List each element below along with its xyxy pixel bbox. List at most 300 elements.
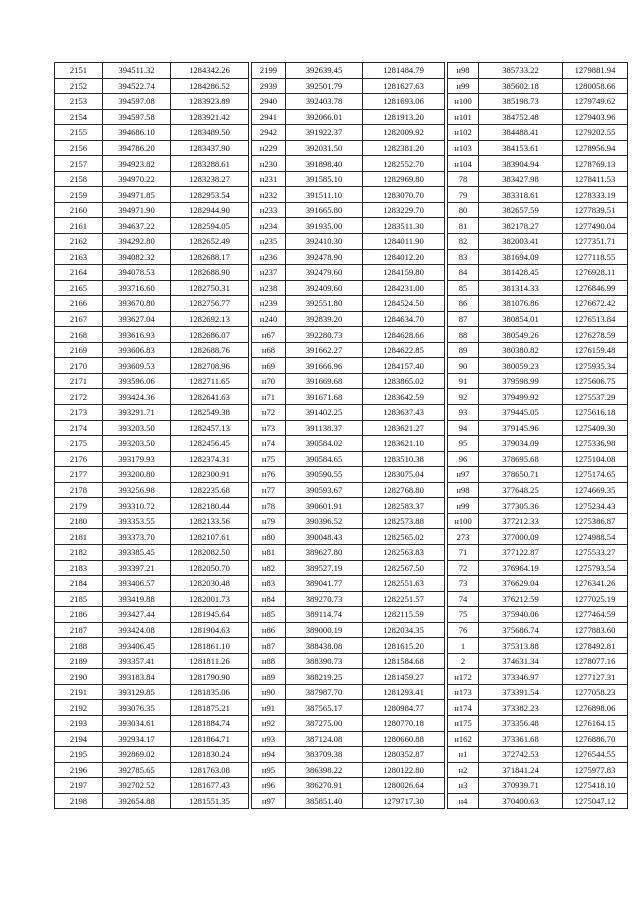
table-row	[55, 638, 249, 654]
point-id-cell: 86	[448, 296, 479, 312]
point-id-cell: н232	[252, 187, 286, 203]
y-coordinate-cell: 1284622.85	[363, 342, 445, 358]
table-row	[55, 311, 249, 327]
point-id-cell: н91	[252, 700, 286, 716]
point-id-cell: н2	[448, 762, 479, 778]
x-coordinate-cell: 394522.74	[103, 78, 171, 94]
x-coordinate-cell: 390601.91	[286, 498, 363, 514]
y-coordinate-cell: 1278492.81	[563, 638, 628, 654]
x-coordinate-cell: 393385.45	[103, 544, 171, 560]
x-coordinate-cell: 388390.73	[286, 653, 363, 669]
point-id-cell: 2151	[55, 63, 103, 79]
point-id-cell: 2194	[55, 731, 103, 747]
y-coordinate-cell: 1284157.40	[363, 358, 445, 374]
x-coordinate-cell: 390396.52	[286, 513, 363, 529]
table-row	[448, 451, 628, 467]
table-row	[252, 684, 445, 700]
y-coordinate-cell: 1279403.96	[563, 109, 628, 125]
point-id-cell: н68	[252, 342, 286, 358]
table-row	[252, 747, 445, 763]
table-row	[55, 389, 249, 405]
point-id-cell: 2155	[55, 125, 103, 141]
y-coordinate-cell: 1281627.63	[363, 78, 445, 94]
x-coordinate-cell: 392478.90	[286, 249, 363, 265]
point-id-cell: н67	[252, 327, 286, 343]
point-id-cell: 2939	[252, 78, 286, 94]
table-row	[55, 420, 249, 436]
table-row	[448, 171, 628, 187]
y-coordinate-cell: 1282133.56	[171, 513, 249, 529]
x-coordinate-cell: 376629.04	[479, 576, 563, 592]
y-coordinate-cell: 1276164.15	[563, 715, 628, 731]
x-coordinate-cell: 391662.27	[286, 342, 363, 358]
table-row	[448, 591, 628, 607]
x-coordinate-cell: 374631.34	[479, 653, 563, 669]
y-coordinate-cell: 1282180.44	[171, 498, 249, 514]
y-coordinate-cell: 1282686.07	[171, 327, 249, 343]
y-coordinate-cell: 1284524.50	[363, 296, 445, 312]
point-id-cell: 2175	[55, 436, 103, 452]
point-id-cell: 2190	[55, 669, 103, 685]
point-id-cell: н72	[252, 405, 286, 421]
table-row	[448, 265, 628, 281]
table-row	[55, 78, 249, 94]
x-coordinate-cell: 394082.32	[103, 249, 171, 265]
table-row	[448, 513, 628, 529]
table-row	[448, 202, 628, 218]
y-coordinate-cell: 1282300.91	[171, 467, 249, 483]
x-coordinate-cell: 382003.41	[479, 234, 563, 250]
y-coordinate-cell: 1283510.38	[363, 451, 445, 467]
point-id-cell: 2158	[55, 171, 103, 187]
point-id-cell: н229	[252, 140, 286, 156]
y-coordinate-cell: 1276928.11	[563, 265, 628, 281]
y-coordinate-cell: 1283921.42	[171, 109, 249, 125]
y-coordinate-cell: 1275793.54	[563, 560, 628, 576]
table-row	[448, 296, 628, 312]
x-coordinate-cell: 389270.73	[286, 591, 363, 607]
point-id-cell: 71	[448, 544, 479, 560]
point-id-cell: н230	[252, 156, 286, 172]
y-coordinate-cell: 1282768.80	[363, 482, 445, 498]
table-row	[55, 342, 249, 358]
x-coordinate-cell: 388219.25	[286, 669, 363, 685]
coordinate-table-left	[54, 62, 249, 809]
table-row	[55, 249, 249, 265]
table-row	[252, 358, 445, 374]
y-coordinate-cell: 1283865.02	[363, 373, 445, 389]
y-coordinate-cell: 1281484.79	[363, 63, 445, 79]
x-coordinate-cell: 391935.00	[286, 218, 363, 234]
x-coordinate-cell: 391666.96	[286, 358, 363, 374]
x-coordinate-cell: 382657.59	[479, 202, 563, 218]
table-row	[252, 63, 445, 79]
y-coordinate-cell: 1275606.75	[563, 373, 628, 389]
y-coordinate-cell: 1283621.27	[363, 420, 445, 436]
point-id-cell: 1	[448, 638, 479, 654]
point-id-cell: 2941	[252, 109, 286, 125]
point-id-cell: н70	[252, 373, 286, 389]
point-id-cell: 2163	[55, 249, 103, 265]
point-id-cell: 2173	[55, 405, 103, 421]
point-id-cell: 2180	[55, 513, 103, 529]
y-coordinate-cell: 1284012.20	[363, 249, 445, 265]
y-coordinate-cell: 1281693.06	[363, 94, 445, 110]
x-coordinate-cell: 391665.80	[286, 202, 363, 218]
x-coordinate-cell: 393129.85	[103, 684, 171, 700]
point-id-cell: н4	[448, 793, 479, 809]
coordinate-table-middle	[251, 62, 445, 809]
x-coordinate-cell: 392410.30	[286, 234, 363, 250]
x-coordinate-cell: 378650.71	[479, 467, 563, 483]
x-coordinate-cell: 393419.88	[103, 591, 171, 607]
y-coordinate-cell: 1276278.59	[563, 327, 628, 343]
y-coordinate-cell: 1277490.04	[563, 218, 628, 234]
x-coordinate-cell: 393427.44	[103, 607, 171, 623]
table-row	[55, 715, 249, 731]
point-id-cell: н97	[448, 467, 479, 483]
x-coordinate-cell: 393406.45	[103, 638, 171, 654]
y-coordinate-cell: 1283070.70	[363, 187, 445, 203]
table-row	[55, 498, 249, 514]
table-row	[252, 140, 445, 156]
point-id-cell: 92	[448, 389, 479, 405]
x-coordinate-cell: 372742.53	[479, 747, 563, 763]
point-id-cell: 2197	[55, 778, 103, 794]
x-coordinate-cell: 382178.27	[479, 218, 563, 234]
x-coordinate-cell: 388438.08	[286, 638, 363, 654]
x-coordinate-cell: 384153.61	[479, 140, 563, 156]
point-id-cell: н175	[448, 715, 479, 731]
table-row	[252, 731, 445, 747]
x-coordinate-cell: 391402.25	[286, 405, 363, 421]
table-row	[252, 373, 445, 389]
y-coordinate-cell: 1282082.50	[171, 544, 249, 560]
y-coordinate-cell: 1278769.13	[563, 156, 628, 172]
table-row	[55, 653, 249, 669]
y-coordinate-cell: 1282030.48	[171, 576, 249, 592]
table-row	[448, 125, 628, 141]
coordinate-table-body	[448, 63, 628, 809]
x-coordinate-cell: 389527.19	[286, 560, 363, 576]
table-row	[448, 622, 628, 638]
point-id-cell: н236	[252, 249, 286, 265]
y-coordinate-cell: 1282688.17	[171, 249, 249, 265]
y-coordinate-cell: 1277351.71	[563, 234, 628, 250]
y-coordinate-cell: 1275935.34	[563, 358, 628, 374]
point-id-cell: 2189	[55, 653, 103, 669]
point-id-cell: 76	[448, 622, 479, 638]
x-coordinate-cell: 377305.36	[479, 498, 563, 514]
table-row	[252, 529, 445, 545]
x-coordinate-cell: 385198.73	[479, 94, 563, 110]
point-id-cell: 75	[448, 607, 479, 623]
table-row	[252, 234, 445, 250]
x-coordinate-cell: 393034.61	[103, 715, 171, 731]
y-coordinate-cell: 1281551.35	[171, 793, 249, 809]
x-coordinate-cell: 379499.92	[479, 389, 563, 405]
y-coordinate-cell: 1281615.20	[363, 638, 445, 654]
y-coordinate-cell: 1283637.43	[363, 405, 445, 421]
x-coordinate-cell: 394971.85	[103, 187, 171, 203]
table-row	[252, 451, 445, 467]
x-coordinate-cell: 393203.50	[103, 436, 171, 452]
y-coordinate-cell: 1275977.83	[563, 762, 628, 778]
y-coordinate-cell: 1282692.13	[171, 311, 249, 327]
table-row	[252, 793, 445, 809]
table-row	[448, 373, 628, 389]
point-id-cell: н84	[252, 591, 286, 607]
point-id-cell: 2195	[55, 747, 103, 763]
table-row	[448, 793, 628, 809]
table-row	[55, 187, 249, 203]
point-id-cell: 2942	[252, 125, 286, 141]
y-coordinate-cell: 1275104.08	[563, 451, 628, 467]
point-id-cell: 2171	[55, 373, 103, 389]
y-coordinate-cell: 1282969.80	[363, 171, 445, 187]
x-coordinate-cell: 387565.17	[286, 700, 363, 716]
x-coordinate-cell: 393406.57	[103, 576, 171, 592]
x-coordinate-cell: 371841.24	[479, 762, 563, 778]
point-id-cell: н239	[252, 296, 286, 312]
x-coordinate-cell: 380059.23	[479, 358, 563, 374]
y-coordinate-cell: 1283621.10	[363, 436, 445, 452]
y-coordinate-cell: 1275047.12	[563, 793, 628, 809]
table-row	[252, 78, 445, 94]
point-id-cell: 2178	[55, 482, 103, 498]
x-coordinate-cell: 392654.88	[103, 793, 171, 809]
x-coordinate-cell: 393716.60	[103, 280, 171, 296]
point-id-cell: н233	[252, 202, 286, 218]
x-coordinate-cell: 389627.80	[286, 544, 363, 560]
point-id-cell: 2156	[55, 140, 103, 156]
x-coordinate-cell: 380549.26	[479, 327, 563, 343]
point-id-cell: 91	[448, 373, 479, 389]
point-id-cell: 2193	[55, 715, 103, 731]
table-row	[252, 187, 445, 203]
x-coordinate-cell: 389114.74	[286, 607, 363, 623]
point-id-cell: н78	[252, 498, 286, 514]
x-coordinate-cell: 383427.98	[479, 171, 563, 187]
point-id-cell: н104	[448, 156, 479, 172]
x-coordinate-cell: 377000.09	[479, 529, 563, 545]
table-row	[448, 280, 628, 296]
point-id-cell: 2183	[55, 560, 103, 576]
y-coordinate-cell: 1283642.59	[363, 389, 445, 405]
x-coordinate-cell: 393256.98	[103, 482, 171, 498]
table-row	[448, 529, 628, 545]
point-id-cell: н93	[252, 731, 286, 747]
x-coordinate-cell: 392639.45	[286, 63, 363, 79]
table-row	[448, 482, 628, 498]
y-coordinate-cell: 1281584.68	[363, 653, 445, 669]
x-coordinate-cell: 391585.10	[286, 171, 363, 187]
x-coordinate-cell: 373382.23	[479, 700, 563, 716]
x-coordinate-cell: 377648.25	[479, 482, 563, 498]
x-coordinate-cell: 393076.35	[103, 700, 171, 716]
y-coordinate-cell: 1284011.90	[363, 234, 445, 250]
y-coordinate-cell: 1279717.30	[363, 793, 445, 809]
y-coordinate-cell: 1282652.49	[171, 234, 249, 250]
x-coordinate-cell: 392702.52	[103, 778, 171, 794]
table-row	[448, 249, 628, 265]
point-id-cell: н98	[448, 63, 479, 79]
table-row	[252, 778, 445, 794]
table-row	[55, 280, 249, 296]
y-coordinate-cell: 1275409.30	[563, 420, 628, 436]
table-row	[55, 684, 249, 700]
table-row	[55, 140, 249, 156]
point-id-cell: 2169	[55, 342, 103, 358]
table-row	[55, 436, 249, 452]
point-id-cell: 273	[448, 529, 479, 545]
point-id-cell: н77	[252, 482, 286, 498]
point-id-cell: н172	[448, 669, 479, 685]
table-row	[252, 265, 445, 281]
point-id-cell: 89	[448, 342, 479, 358]
table-row	[55, 218, 249, 234]
y-coordinate-cell: 1283238.27	[171, 171, 249, 187]
y-coordinate-cell: 1275418.10	[563, 778, 628, 794]
x-coordinate-cell: 393353.55	[103, 513, 171, 529]
table-row	[252, 327, 445, 343]
point-id-cell: н240	[252, 311, 286, 327]
point-id-cell: н75	[252, 451, 286, 467]
y-coordinate-cell: 1283923.89	[171, 94, 249, 110]
x-coordinate-cell: 381314.33	[479, 280, 563, 296]
y-coordinate-cell: 1284634.70	[363, 311, 445, 327]
x-coordinate-cell: 380380.82	[479, 342, 563, 358]
y-coordinate-cell: 1279202.55	[563, 125, 628, 141]
x-coordinate-cell: 391511.10	[286, 187, 363, 203]
x-coordinate-cell: 373391.54	[479, 684, 563, 700]
table-row	[252, 125, 445, 141]
table-row	[252, 109, 445, 125]
table-row	[55, 156, 249, 172]
table-row	[448, 684, 628, 700]
y-coordinate-cell: 1281459.27	[363, 669, 445, 685]
y-coordinate-cell: 1280770.18	[363, 715, 445, 731]
table-row	[252, 482, 445, 498]
point-id-cell: н231	[252, 171, 286, 187]
y-coordinate-cell: 1280026.64	[363, 778, 445, 794]
point-id-cell: н89	[252, 669, 286, 685]
table-row	[55, 109, 249, 125]
table-row	[55, 467, 249, 483]
x-coordinate-cell: 392479.60	[286, 265, 363, 281]
table-row	[55, 63, 249, 79]
table-row	[55, 513, 249, 529]
point-id-cell: 93	[448, 405, 479, 421]
point-id-cell: 2188	[55, 638, 103, 654]
point-id-cell: н99	[448, 78, 479, 94]
point-id-cell: н96	[252, 778, 286, 794]
table-row	[252, 715, 445, 731]
point-id-cell: 2162	[55, 234, 103, 250]
x-coordinate-cell: 381076.86	[479, 296, 563, 312]
table-row	[252, 762, 445, 778]
x-coordinate-cell: 393609.53	[103, 358, 171, 374]
x-coordinate-cell: 391898.40	[286, 156, 363, 172]
table-row	[55, 591, 249, 607]
point-id-cell: н162	[448, 731, 479, 747]
y-coordinate-cell: 1282567.50	[363, 560, 445, 576]
y-coordinate-cell: 1282251.57	[363, 591, 445, 607]
table-row	[448, 653, 628, 669]
point-id-cell: 2172	[55, 389, 103, 405]
table-row	[448, 715, 628, 731]
x-coordinate-cell: 386270.91	[286, 778, 363, 794]
y-coordinate-cell: 1282235.68	[171, 482, 249, 498]
y-coordinate-cell: 1281763.08	[171, 762, 249, 778]
y-coordinate-cell: 1277118.55	[563, 249, 628, 265]
y-coordinate-cell: 1275616.18	[563, 405, 628, 421]
y-coordinate-cell: 1284231.00	[363, 280, 445, 296]
y-coordinate-cell: 1277464.59	[563, 607, 628, 623]
x-coordinate-cell: 393373.70	[103, 529, 171, 545]
point-id-cell: 2161	[55, 218, 103, 234]
point-id-cell: 80	[448, 202, 479, 218]
y-coordinate-cell: 1280122.80	[363, 762, 445, 778]
y-coordinate-cell: 1276513.84	[563, 311, 628, 327]
point-id-cell: 2185	[55, 591, 103, 607]
x-coordinate-cell: 392501.79	[286, 78, 363, 94]
point-id-cell: 2166	[55, 296, 103, 312]
point-id-cell: 72	[448, 560, 479, 576]
y-coordinate-cell: 1283437.90	[171, 140, 249, 156]
y-coordinate-cell: 1277058.23	[563, 684, 628, 700]
table-row	[252, 171, 445, 187]
table-row	[55, 202, 249, 218]
point-id-cell: 78	[448, 171, 479, 187]
table-row	[448, 109, 628, 125]
x-coordinate-cell: 375313.88	[479, 638, 563, 654]
table-row	[252, 436, 445, 452]
point-id-cell: н92	[252, 715, 286, 731]
point-id-cell: 96	[448, 451, 479, 467]
y-coordinate-cell: 1283229.70	[363, 202, 445, 218]
x-coordinate-cell: 373361.68	[479, 731, 563, 747]
x-coordinate-cell: 394292.80	[103, 234, 171, 250]
point-id-cell: 2157	[55, 156, 103, 172]
x-coordinate-cell: 373346.97	[479, 669, 563, 685]
y-coordinate-cell: 1281790.90	[171, 669, 249, 685]
y-coordinate-cell: 1280352.87	[363, 747, 445, 763]
y-coordinate-cell: 1281293.41	[363, 684, 445, 700]
table-row	[448, 700, 628, 716]
x-coordinate-cell: 394970.22	[103, 171, 171, 187]
y-coordinate-cell: 1275537.29	[563, 389, 628, 405]
y-coordinate-cell: 1275336.98	[563, 436, 628, 452]
point-id-cell: н1	[448, 747, 479, 763]
y-coordinate-cell: 1284628.66	[363, 327, 445, 343]
y-coordinate-cell: 1282563.83	[363, 544, 445, 560]
table-row	[55, 94, 249, 110]
x-coordinate-cell: 392280.73	[286, 327, 363, 343]
y-coordinate-cell: 1282034.35	[363, 622, 445, 638]
point-id-cell: н234	[252, 218, 286, 234]
point-id-cell: н103	[448, 140, 479, 156]
x-coordinate-cell: 392934.17	[103, 731, 171, 747]
y-coordinate-cell: 1281945.64	[171, 607, 249, 623]
x-coordinate-cell: 392403.78	[286, 94, 363, 110]
x-coordinate-cell: 394637.22	[103, 218, 171, 234]
x-coordinate-cell: 394597.58	[103, 109, 171, 125]
point-id-cell: 85	[448, 280, 479, 296]
table-row	[448, 731, 628, 747]
point-id-cell: 83	[448, 249, 479, 265]
point-id-cell: 2184	[55, 576, 103, 592]
